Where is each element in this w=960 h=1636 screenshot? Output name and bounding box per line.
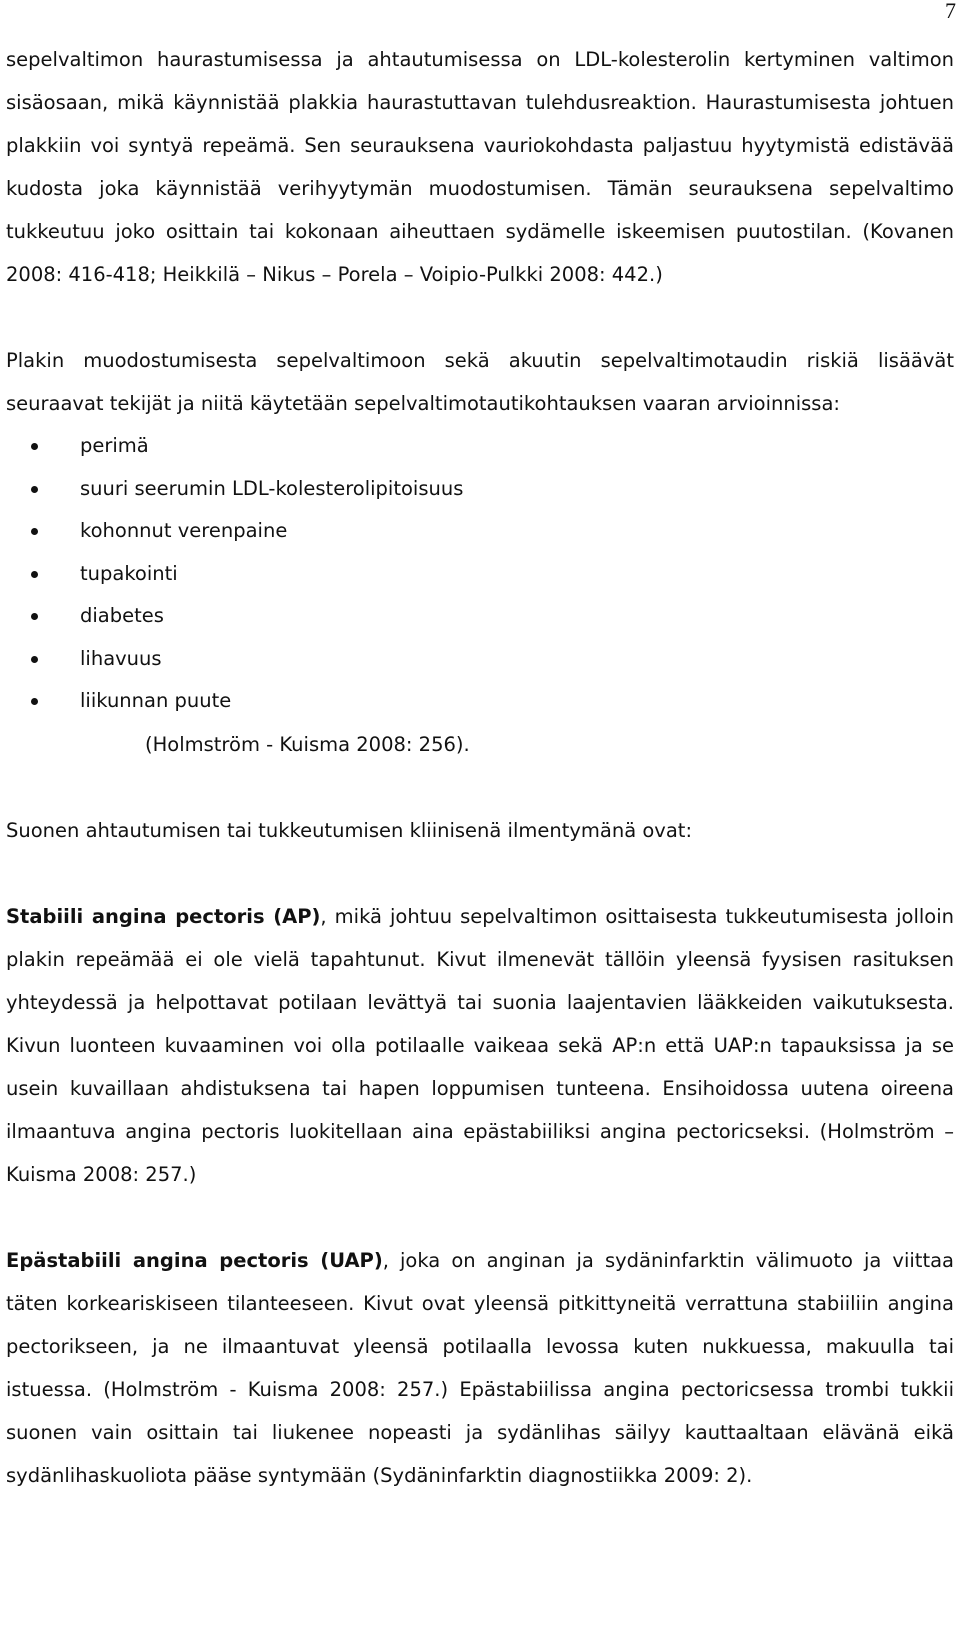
document-body [6, 38, 954, 1497]
list-item: suuri seerumin LDL-kolesterolipitoisuus [6, 468, 954, 511]
paragraph-plaque-rupture: sepelvaltimon haurastumisessa ja ahtautumisessa on LDL-kolesterolin kertyminen valtimon sisäosaan, mikä käynnistää plakkia haurastuttavan tulehdusreaktion. Haurastumisesta johtuen plakkiin voi syntyä repeämä. Sen seurauksena vauriokohdasta paljastuu hyytymistä edistävää kudosta joka käynnistää verihyytymän muodostumisen. Tämän seurauksena sepelvaltimo tukkeutuu joko osittain tai kokonaan aiheuttaen sydämelle iskeemisen puutostilan. (Kovanen 2008: 416-418; Heikkilä – Nikus – Porela – Voipio-Pulkki 2008: 442.) [6, 48, 954, 286]
term-unstable-angina: Epästabiili angina pectoris (UAP) [6, 1248, 383, 1272]
list-item: kohonnut verenpaine [6, 510, 954, 553]
unstable-angina-text: , joka on anginan ja sydäninfarktin välimuoto ja viittaa täten korkeariskiseen tilanteeseen. Kivut ovat yleensä pitkittyneitä verrattuna stabiiliin angina pectorikseen, ja ne ilmaantuvat yleensä potilaalla levossa kuten nukkuessa, makuulla tai istuessa. (Holmström - Kuisma 2008: 257.) Epästabiilissa angina pectoricsessa trombi tukkii suonen vain osittain tai liukenee nopeasti ja sydänlihas säilyy kauttaaltaan elävänä eikä sydänlihaskuoliota pääse syntymään (Sydäninfarktin diagnostiikka 2009: 2). [6, 1248, 954, 1487]
paragraph-gap [6, 1196, 954, 1239]
risk-citation: (Holmström - Kuisma 2008: 256). [145, 732, 470, 756]
paragraph-risk-intro: Plakin muodostumisesta sepelvaltimoon sekä akuutin sepelvaltimotaudin riskiä lisäävät seuraavat tekijät ja niitä käytetään sepelvaltimotautikohtauksen vaaran arvioinnissa: [6, 349, 954, 415]
page-number: 7 [945, 0, 956, 23]
list-item: diabetes [6, 595, 954, 638]
paragraph-gap [6, 296, 954, 339]
paragraph-clinical-intro: Suonen ahtautumisen tai tukkeutumisen kliinisenä ilmentymänä ovat: [6, 818, 693, 842]
list-item: lihavuus [6, 638, 954, 681]
paragraph-unstable-angina [6, 1239, 954, 1497]
paragraph-gap [6, 766, 954, 809]
list-item: liikunnan puute [6, 680, 954, 723]
risk-factor-list [6, 425, 954, 723]
paragraph-stable-angina [6, 895, 954, 1196]
list-item: perimä [6, 425, 954, 468]
paragraph-gap [6, 852, 954, 895]
term-stable-angina: Stabiili angina pectoris (AP) [6, 904, 321, 928]
list-item: tupakointi [6, 553, 954, 596]
stable-angina-text: , mikä johtuu sepelvaltimon osittaisesta tukkeutumisesta jolloin plakin repeämää ei ole vielä tapahtunut. Kivut ilmenevät tällöin yleensä fyysisen rasituksen yhteydessä ja helpottavat potilaan levättyä tai suonia laajentavien lääkkeiden vaikutuksesta. Kivun luonteen kuvaaminen voi olla potilaalle vaikeaa sekä AP:n että UAP:n tapauksissa ja se usein kuvaillaan ahdistuksena tai hapen loppumisen tunteena. Ensihoidossa uutena oireena ilmaantuva angina pectoris luokitellaan aina epästabiiliksi angina pectoricseksi. (Holmström – Kuisma 2008: 257.) [6, 904, 954, 1186]
